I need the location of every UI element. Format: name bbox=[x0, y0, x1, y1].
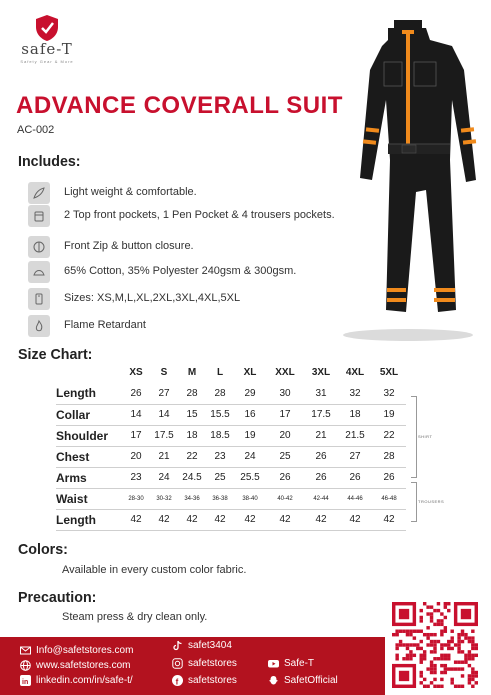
row-label: Length bbox=[56, 383, 122, 404]
colors-text: Available in every custom color fabric. bbox=[62, 564, 247, 576]
table-cell: 17.5 bbox=[150, 425, 178, 446]
table-row bbox=[56, 404, 406, 425]
size-tag-icon bbox=[28, 288, 50, 310]
table-cell: 26 bbox=[338, 467, 372, 488]
footer-website[interactable] bbox=[20, 660, 130, 671]
header-size: L bbox=[216, 367, 224, 378]
table-cell: 20 bbox=[122, 446, 150, 467]
brand-tagline: Safety Gear & More bbox=[20, 59, 74, 64]
table-cell: 25 bbox=[206, 467, 234, 488]
table-row bbox=[56, 425, 406, 446]
table-cell: 14 bbox=[150, 404, 178, 425]
table-cell: 17 bbox=[266, 404, 304, 425]
feature-item bbox=[28, 315, 348, 339]
feature-item bbox=[28, 205, 348, 229]
shield-icon bbox=[34, 14, 60, 42]
includes-heading: Includes: bbox=[18, 153, 81, 170]
table-cell: 46-48 bbox=[372, 488, 406, 509]
table-cell: 42 bbox=[266, 509, 304, 530]
table-cell: 21.5 bbox=[338, 425, 372, 446]
trousers-label: TROUSERS bbox=[418, 499, 445, 504]
trousers-bracket bbox=[411, 482, 417, 522]
feature-item bbox=[28, 288, 348, 312]
table-cell: 28 bbox=[178, 383, 206, 404]
table-cell: 40-42 bbox=[266, 488, 304, 509]
table-cell: 16 bbox=[234, 404, 266, 425]
snapchat-text: SafetOfficial bbox=[284, 675, 338, 686]
table-cell: 21 bbox=[304, 425, 338, 446]
table-cell: 17.5 bbox=[304, 404, 338, 425]
footer-bar bbox=[0, 637, 385, 695]
table-cell: 25 bbox=[266, 446, 304, 467]
feature-text: 2 Top front pockets, 1 Pen Pocket & 4 trousers pockets. bbox=[64, 209, 335, 221]
table-cell: 42 bbox=[150, 509, 178, 530]
feature-text: Front Zip & button closure. bbox=[64, 240, 194, 252]
product-title: ADVANCE COVERALL SUIT bbox=[16, 92, 343, 119]
table-cell: 42 bbox=[122, 509, 150, 530]
row-label: Arms bbox=[56, 467, 122, 488]
table-cell: 25.5 bbox=[234, 467, 266, 488]
table-cell: 42 bbox=[178, 509, 206, 530]
header-size: M bbox=[187, 367, 197, 378]
brand-name: safe-T bbox=[21, 40, 73, 58]
flame-retardant-icon bbox=[28, 315, 50, 337]
footer-instagram[interactable] bbox=[172, 658, 237, 669]
row-label: Length bbox=[56, 509, 122, 530]
table-cell: 24 bbox=[234, 446, 266, 467]
table-cell: 20 bbox=[266, 425, 304, 446]
instagram-text: safetstores bbox=[188, 658, 237, 669]
table-cell: 22 bbox=[372, 425, 406, 446]
table-cell: 34-36 bbox=[178, 488, 206, 509]
header-size: XS bbox=[129, 367, 143, 378]
table-cell: 26 bbox=[372, 467, 406, 488]
table-cell: 38-40 bbox=[234, 488, 266, 509]
fabric-icon bbox=[28, 261, 50, 283]
footer-email[interactable] bbox=[20, 645, 133, 656]
feature-text: Flame Retardant bbox=[64, 319, 146, 331]
table-cell: 32 bbox=[372, 383, 406, 404]
table-cell: 18.5 bbox=[206, 425, 234, 446]
table-cell: 30-32 bbox=[150, 488, 178, 509]
table-cell: 23 bbox=[206, 446, 234, 467]
table-cell: 15 bbox=[178, 404, 206, 425]
globe-icon bbox=[20, 660, 31, 671]
table-cell: 24 bbox=[150, 467, 178, 488]
row-label: Chest bbox=[56, 446, 122, 467]
table-row bbox=[56, 467, 406, 488]
facebook-icon bbox=[172, 675, 183, 686]
size-chart-table bbox=[56, 362, 406, 531]
header-size: 5XL bbox=[379, 367, 399, 378]
table-cell: 28 bbox=[372, 446, 406, 467]
table-cell: 32 bbox=[338, 383, 372, 404]
table-row bbox=[56, 488, 406, 509]
table-cell: 28 bbox=[206, 383, 234, 404]
feature-item bbox=[28, 261, 348, 285]
table-cell: 15.5 bbox=[206, 404, 234, 425]
table-cell: 26 bbox=[266, 467, 304, 488]
row-label: Collar bbox=[56, 404, 122, 425]
feather-icon bbox=[28, 182, 50, 204]
table-cell: 24.5 bbox=[178, 467, 206, 488]
footer-snapchat[interactable] bbox=[268, 675, 338, 686]
snapchat-icon bbox=[268, 675, 279, 686]
instagram-icon bbox=[172, 658, 183, 669]
precaution-text: Steam press & dry clean only. bbox=[62, 611, 208, 623]
table-cell: 27 bbox=[338, 446, 372, 467]
feature-text: Sizes: XS,M,L,XL,2XL,3XL,4XL,5XL bbox=[64, 292, 241, 304]
table-cell: 18 bbox=[338, 404, 372, 425]
table-row bbox=[56, 509, 406, 530]
website-text: www.safetstores.com bbox=[36, 660, 131, 671]
table-cell: 27 bbox=[150, 383, 178, 404]
table-cell: 18 bbox=[178, 425, 206, 446]
email-icon bbox=[20, 645, 31, 656]
table-cell: 28-30 bbox=[122, 488, 150, 509]
table-cell: 17 bbox=[122, 425, 150, 446]
header-size: XXL bbox=[275, 367, 295, 378]
zip-icon bbox=[28, 236, 50, 258]
coverall-suit-image bbox=[330, 10, 480, 350]
feature-text: 65% Cotton, 35% Polyester 240gsm & 300gsm. bbox=[64, 265, 297, 277]
table-cell: 42 bbox=[234, 509, 266, 530]
table-cell: 31 bbox=[304, 383, 338, 404]
pocket-icon bbox=[28, 205, 50, 227]
feature-item bbox=[28, 236, 348, 260]
tiktok-icon bbox=[172, 640, 183, 651]
table-cell: 26 bbox=[304, 467, 338, 488]
table-cell: 23 bbox=[122, 467, 150, 488]
precaution-heading: Precaution: bbox=[18, 589, 97, 606]
footer-linkedin[interactable] bbox=[20, 675, 133, 686]
product-code: AC-002 bbox=[17, 124, 55, 136]
table-cell: 22 bbox=[178, 446, 206, 467]
colors-heading: Colors: bbox=[18, 541, 68, 558]
linkedin-icon bbox=[20, 675, 31, 686]
table-cell: 21 bbox=[150, 446, 178, 467]
youtube-text: Safe-T bbox=[284, 658, 315, 669]
table-cell: 14 bbox=[122, 404, 150, 425]
feature-item bbox=[28, 182, 348, 206]
table-cell: 36-38 bbox=[206, 488, 234, 509]
facebook-text: safetstores bbox=[188, 675, 237, 686]
header-size: XL bbox=[243, 367, 257, 378]
header-size: 4XL bbox=[345, 367, 365, 378]
shirt-label: SHIRT bbox=[418, 434, 433, 439]
table-cell: 42 bbox=[372, 509, 406, 530]
table-cell: 42 bbox=[304, 509, 338, 530]
shirt-bracket bbox=[411, 396, 417, 478]
header-size: S bbox=[160, 367, 168, 378]
table-row bbox=[56, 383, 406, 404]
size-chart-heading: Size Chart: bbox=[18, 346, 93, 363]
svg-text:f: f bbox=[175, 677, 179, 686]
brand-logo bbox=[12, 14, 82, 74]
youtube-icon bbox=[268, 658, 279, 669]
feature-text: Light weight & comfortable. bbox=[64, 186, 197, 198]
header-blank bbox=[56, 362, 122, 383]
table-cell: 19 bbox=[372, 404, 406, 425]
table-cell: 26 bbox=[122, 383, 150, 404]
svg-text:in: in bbox=[22, 679, 29, 686]
table-cell: 42-44 bbox=[304, 488, 338, 509]
table-cell: 30 bbox=[266, 383, 304, 404]
table-cell: 42 bbox=[206, 509, 234, 530]
footer-tiktok[interactable] bbox=[172, 640, 232, 651]
row-label: Waist bbox=[56, 488, 122, 509]
footer-facebook[interactable] bbox=[172, 675, 237, 686]
table-cell: 42 bbox=[338, 509, 372, 530]
table-cell: 19 bbox=[234, 425, 266, 446]
row-label: Shoulder bbox=[56, 425, 122, 446]
table-cell: 29 bbox=[234, 383, 266, 404]
footer-youtube[interactable] bbox=[268, 658, 314, 669]
tiktok-text: safet3404 bbox=[188, 640, 232, 651]
table-cell: 26 bbox=[304, 446, 338, 467]
table-row bbox=[56, 446, 406, 467]
linkedin-text: linkedin.com/in/safe-t/ bbox=[36, 675, 133, 686]
header-size: 3XL bbox=[311, 367, 331, 378]
qr-code-icon[interactable] bbox=[392, 602, 478, 688]
email-text: Info@safetstores.com bbox=[36, 645, 134, 656]
table-cell: 44-46 bbox=[338, 488, 372, 509]
